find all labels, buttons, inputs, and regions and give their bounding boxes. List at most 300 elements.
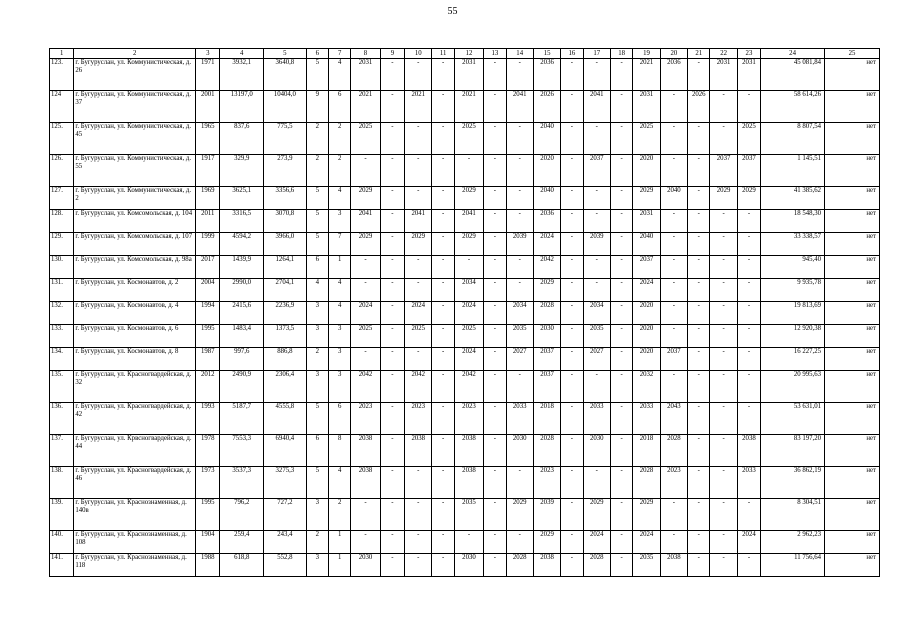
table-cell: 1917 <box>196 155 220 187</box>
address-cell: г. Бугуруслан, ул. Коммунистическая, д. 45 <box>74 123 196 155</box>
table-cell: - <box>484 279 506 302</box>
column-number-header: 10 <box>405 49 432 59</box>
table-cell: 2031 <box>633 210 660 233</box>
table-cell: 2990,0 <box>220 279 264 302</box>
column-number-header: 5 <box>264 49 307 59</box>
table-cell: - <box>610 348 632 371</box>
table-cell: - <box>737 403 760 435</box>
table-cell: 2029 <box>351 233 380 256</box>
table-cell: 2041 <box>583 91 610 123</box>
status-cell: нет <box>825 155 880 187</box>
table-cell: 2023 <box>660 467 687 499</box>
table-cell: - <box>737 554 760 577</box>
table-cell: 796,2 <box>220 499 264 531</box>
table-cell: 2040 <box>660 187 687 210</box>
table-cell: - <box>380 210 404 233</box>
table-cell: 6 <box>306 256 328 279</box>
table-cell: - <box>561 59 583 91</box>
table-cell: - <box>432 325 454 348</box>
table-cell: 1994 <box>196 302 220 325</box>
row-number-cell: 126. <box>50 155 74 187</box>
table-cell: - <box>660 91 687 123</box>
table-cell: - <box>583 59 610 91</box>
table-cell: 2030 <box>533 325 560 348</box>
table-cell: 2031 <box>351 59 380 91</box>
table-cell: 2029 <box>583 499 610 531</box>
table-cell: 2038 <box>454 435 483 467</box>
table-row <box>50 467 880 499</box>
table-cell: - <box>380 554 404 577</box>
table-cell: 2030 <box>454 554 483 577</box>
table-cell: - <box>710 371 737 403</box>
table-cell: 5 <box>306 187 328 210</box>
table-row <box>50 371 880 403</box>
table-cell: 1978 <box>196 435 220 467</box>
table-row <box>50 59 880 91</box>
column-number-header: 19 <box>633 49 660 59</box>
table-cell: - <box>506 210 533 233</box>
cost-cell: 41 385,62 <box>761 187 825 210</box>
table-cell: 2026 <box>533 91 560 123</box>
table-cell: 2033 <box>506 403 533 435</box>
status-cell: нет <box>825 187 880 210</box>
table-cell: 3 <box>306 302 328 325</box>
table-cell: 2042 <box>454 371 483 403</box>
row-number-cell: 136. <box>50 403 74 435</box>
table-cell: - <box>737 210 760 233</box>
table-cell: 3 <box>306 554 328 577</box>
table-cell: - <box>737 348 760 371</box>
table-cell: - <box>380 325 404 348</box>
table-cell: 2024 <box>533 233 560 256</box>
table-cell: 2039 <box>506 233 533 256</box>
table-cell: - <box>432 531 454 554</box>
table-cell: - <box>561 403 583 435</box>
table-cell: 2026 <box>688 91 710 123</box>
table-cell: - <box>484 554 506 577</box>
column-number-header: 25 <box>825 49 880 59</box>
table-cell: 2037 <box>633 256 660 279</box>
table-cell: 2025 <box>737 123 760 155</box>
table-cell: 1995 <box>196 325 220 348</box>
table-cell: - <box>737 325 760 348</box>
table-cell: - <box>506 155 533 187</box>
table-cell: - <box>610 499 632 531</box>
table-cell: - <box>660 499 687 531</box>
table-cell: - <box>405 467 432 499</box>
table-cell: - <box>660 210 687 233</box>
table-cell: 4555,8 <box>264 403 307 435</box>
address-cell: г. Бугуруслан, ул. Краснознаменная, д. 118 <box>74 554 196 577</box>
address-cell: г. Бугуруслан, ул. Комсомольская, д. 107 <box>74 233 196 256</box>
table-cell: - <box>688 302 710 325</box>
table-cell: - <box>561 91 583 123</box>
table-cell: 2018 <box>533 403 560 435</box>
table-cell: - <box>484 210 506 233</box>
table-cell: 6 <box>306 435 328 467</box>
table-cell: - <box>506 123 533 155</box>
table-cell: 2038 <box>660 554 687 577</box>
table-cell: 2024 <box>737 531 760 554</box>
table-cell: - <box>506 256 533 279</box>
table-cell: 4594,2 <box>220 233 264 256</box>
table-cell: - <box>688 531 710 554</box>
table-cell: 2020 <box>633 155 660 187</box>
table-row <box>50 554 880 577</box>
table-cell: - <box>583 279 610 302</box>
table-cell: 2025 <box>454 325 483 348</box>
table-cell: - <box>484 233 506 256</box>
table-cell: 2033 <box>633 403 660 435</box>
table-cell: 2029 <box>737 187 760 210</box>
table-cell: - <box>688 155 710 187</box>
table-cell: - <box>688 279 710 302</box>
table-row <box>50 325 880 348</box>
table-cell: - <box>660 155 687 187</box>
table-cell: - <box>710 279 737 302</box>
address-cell: г. Бугуруслан, ул. Космонавтов, д. 8 <box>74 348 196 371</box>
table-cell: 2012 <box>196 371 220 403</box>
table-cell: - <box>432 279 454 302</box>
table-cell: 1904 <box>196 531 220 554</box>
table-cell: 2041 <box>405 210 432 233</box>
table-cell: 2028 <box>533 302 560 325</box>
table-cell: 2024 <box>633 531 660 554</box>
table-cell: - <box>610 59 632 91</box>
table-cell: - <box>454 155 483 187</box>
column-number-header: 16 <box>561 49 583 59</box>
table-cell: 2034 <box>454 279 483 302</box>
cost-cell: 1 145,51 <box>761 155 825 187</box>
table-cell: 2042 <box>533 256 560 279</box>
table-cell: - <box>380 155 404 187</box>
table-cell: - <box>405 531 432 554</box>
table-cell: - <box>610 279 632 302</box>
table-cell: 6 <box>328 403 350 435</box>
table-cell: 2021 <box>405 91 432 123</box>
row-number-cell: 138. <box>50 467 74 499</box>
table-cell: - <box>710 531 737 554</box>
table-cell: - <box>583 256 610 279</box>
table-cell: - <box>561 348 583 371</box>
status-cell: нет <box>825 531 880 554</box>
table-cell: 2029 <box>533 279 560 302</box>
table-cell: 2028 <box>583 554 610 577</box>
table-cell: 2020 <box>633 348 660 371</box>
table-cell: - <box>432 403 454 435</box>
cost-cell: 8 807,54 <box>761 123 825 155</box>
table-cell: - <box>688 403 710 435</box>
table-cell: - <box>351 256 380 279</box>
table-cell: 2041 <box>454 210 483 233</box>
table-row <box>50 279 880 302</box>
table-cell: - <box>380 499 404 531</box>
table-row <box>50 348 880 371</box>
table-cell: 1995 <box>196 499 220 531</box>
table-cell: 5 <box>306 403 328 435</box>
table-cell: 3932,1 <box>220 59 264 91</box>
table-cell: - <box>484 123 506 155</box>
table-cell: 2042 <box>405 371 432 403</box>
column-number-header: 13 <box>484 49 506 59</box>
table-cell: - <box>561 256 583 279</box>
table-cell: - <box>660 233 687 256</box>
table-cell: - <box>405 279 432 302</box>
table-cell: - <box>432 499 454 531</box>
table-row <box>50 499 880 531</box>
table-cell: - <box>610 123 632 155</box>
table-row <box>50 187 880 210</box>
table-cell: - <box>737 302 760 325</box>
table-cell: - <box>610 187 632 210</box>
table-cell: - <box>737 91 760 123</box>
table-cell: 2041 <box>351 210 380 233</box>
table-cell: 552,8 <box>264 554 307 577</box>
cost-cell: 11 756,64 <box>761 554 825 577</box>
cost-cell: 18 548,30 <box>761 210 825 233</box>
table-cell: 2024 <box>405 302 432 325</box>
table-cell: 2037 <box>737 155 760 187</box>
table-cell: - <box>380 279 404 302</box>
table-cell: 2039 <box>583 233 610 256</box>
table-cell: 2025 <box>633 123 660 155</box>
table-cell: 3 <box>306 325 328 348</box>
table-cell: - <box>561 233 583 256</box>
table-cell: - <box>380 187 404 210</box>
status-cell: нет <box>825 256 880 279</box>
table-cell: 2037 <box>533 371 560 403</box>
table-cell: 1999 <box>196 233 220 256</box>
table-cell: 2029 <box>454 187 483 210</box>
table-cell: 2030 <box>351 554 380 577</box>
table-cell: - <box>710 435 737 467</box>
table-cell: - <box>484 348 506 371</box>
table-cell: 2032 <box>633 371 660 403</box>
table-cell: 2039 <box>533 499 560 531</box>
table-cell: - <box>660 302 687 325</box>
table-cell: - <box>561 371 583 403</box>
table-cell: - <box>351 279 380 302</box>
table-cell: 997,6 <box>220 348 264 371</box>
status-cell: нет <box>825 499 880 531</box>
row-number-cell: 132. <box>50 302 74 325</box>
address-cell: г. Бугуруслан, ул. Красногвардейская, д. 42 <box>74 403 196 435</box>
table-cell: - <box>380 233 404 256</box>
table-cell: - <box>432 554 454 577</box>
cost-cell: 8 304,51 <box>761 499 825 531</box>
table-cell: 2031 <box>633 91 660 123</box>
table-cell: 2020 <box>633 302 660 325</box>
table-cell: 1993 <box>196 403 220 435</box>
table-row <box>50 155 880 187</box>
address-cell: г. Бугуруслан, ул. Коммунистическая, д. 2 <box>74 187 196 210</box>
table-cell: 3 <box>328 371 350 403</box>
table-cell: - <box>660 371 687 403</box>
table-cell: 1969 <box>196 187 220 210</box>
table-row <box>50 531 880 554</box>
table-cell: - <box>506 371 533 403</box>
table-cell: 2029 <box>633 187 660 210</box>
row-number-cell: 140. <box>50 531 74 554</box>
table-cell: 2034 <box>583 302 610 325</box>
table-cell: 2025 <box>454 123 483 155</box>
table-cell: - <box>561 210 583 233</box>
table-cell: - <box>610 210 632 233</box>
table-cell: - <box>737 233 760 256</box>
table-cell: - <box>660 123 687 155</box>
column-number-header: 18 <box>610 49 632 59</box>
table-cell: - <box>710 210 737 233</box>
table-cell: 2043 <box>660 403 687 435</box>
table-cell: 2037 <box>710 155 737 187</box>
table-cell: 1987 <box>196 348 220 371</box>
table-cell: 2 <box>306 123 328 155</box>
row-number-cell: 125. <box>50 123 74 155</box>
table-cell: 2025 <box>351 325 380 348</box>
table-row <box>50 435 880 467</box>
table-cell: 2035 <box>633 554 660 577</box>
column-number-header: 7 <box>328 49 350 59</box>
table-row <box>50 123 880 155</box>
table-cell: - <box>561 554 583 577</box>
table-cell: 2038 <box>351 435 380 467</box>
table-cell: - <box>351 155 380 187</box>
table-cell: - <box>710 467 737 499</box>
table-cell: - <box>660 531 687 554</box>
cost-cell: 945,40 <box>761 256 825 279</box>
table-cell: - <box>405 348 432 371</box>
table-cell: - <box>583 210 610 233</box>
table-cell: 2038 <box>737 435 760 467</box>
cost-cell: 36 862,19 <box>761 467 825 499</box>
table-cell: 886,8 <box>264 348 307 371</box>
table-cell: 2 <box>306 348 328 371</box>
table-cell: - <box>454 256 483 279</box>
table-cell: 1 <box>328 554 350 577</box>
table-cell: - <box>484 371 506 403</box>
table-cell: 2024 <box>351 302 380 325</box>
table-cell: 3316,5 <box>220 210 264 233</box>
table-cell: 1439,9 <box>220 256 264 279</box>
table-cell: 2024 <box>454 348 483 371</box>
table-cell: 10404,0 <box>264 91 307 123</box>
status-cell: нет <box>825 435 880 467</box>
table-cell: 3625,1 <box>220 187 264 210</box>
table-cell: - <box>610 531 632 554</box>
table-cell: 4 <box>328 302 350 325</box>
address-cell: г. Бугуруслан, ул. Краснознаменная, д. 108 <box>74 531 196 554</box>
table-cell: - <box>484 59 506 91</box>
cost-cell: 20 995,63 <box>761 371 825 403</box>
table-cell: 2023 <box>454 403 483 435</box>
table-cell: - <box>688 210 710 233</box>
table-cell: 2028 <box>506 554 533 577</box>
table-cell: 2029 <box>710 187 737 210</box>
table-cell: - <box>506 279 533 302</box>
table-cell: 5 <box>306 59 328 91</box>
status-cell: нет <box>825 302 880 325</box>
table-cell: 2038 <box>533 554 560 577</box>
table-cell: - <box>710 348 737 371</box>
table-cell: 2029 <box>351 187 380 210</box>
cost-cell: 83 197,20 <box>761 435 825 467</box>
table-cell: 1973 <box>196 467 220 499</box>
table-cell: - <box>432 59 454 91</box>
table-cell: 6940,4 <box>264 435 307 467</box>
status-cell: нет <box>825 91 880 123</box>
table-cell: 2025 <box>405 325 432 348</box>
table-cell: 2001 <box>196 91 220 123</box>
table-cell: - <box>432 348 454 371</box>
table-cell: - <box>561 325 583 348</box>
table-cell: 6 <box>328 91 350 123</box>
table-cell: - <box>405 59 432 91</box>
row-number-cell: 128. <box>50 210 74 233</box>
table-cell: 1264,1 <box>264 256 307 279</box>
table-cell: - <box>688 233 710 256</box>
status-cell: нет <box>825 325 880 348</box>
table-row <box>50 91 880 123</box>
table-cell: - <box>610 233 632 256</box>
table-cell: - <box>737 499 760 531</box>
table-cell: 2017 <box>196 256 220 279</box>
table-cell: 259,4 <box>220 531 264 554</box>
table-cell: 2027 <box>506 348 533 371</box>
column-number-row <box>50 49 880 59</box>
table-row <box>50 233 880 256</box>
table-cell: 4 <box>328 59 350 91</box>
table-cell: 2029 <box>633 499 660 531</box>
table-cell: 2025 <box>351 123 380 155</box>
column-number-header: 20 <box>660 49 687 59</box>
table-cell: 1 <box>328 256 350 279</box>
table-cell: - <box>610 155 632 187</box>
table-cell: 4 <box>328 467 350 499</box>
table-cell: 1373,5 <box>264 325 307 348</box>
status-cell: нет <box>825 467 880 499</box>
address-cell: г. Бугуруслан, ул. Космонавтов, д. 6 <box>74 325 196 348</box>
table-cell: - <box>351 499 380 531</box>
table-cell: 1 <box>328 531 350 554</box>
column-number-header: 6 <box>306 49 328 59</box>
table-cell: 1971 <box>196 59 220 91</box>
table-cell: - <box>710 325 737 348</box>
row-number-cell: 135. <box>50 371 74 403</box>
address-cell: г. Бугуруслан, ул. Краснознаменная, д. 140в <box>74 499 196 531</box>
table-cell: - <box>610 325 632 348</box>
table-cell: 2040 <box>533 123 560 155</box>
table-cell: 2040 <box>633 233 660 256</box>
table-cell: 2024 <box>583 531 610 554</box>
table-cell: 2023 <box>533 467 560 499</box>
table-cell: - <box>405 256 432 279</box>
table-cell: - <box>380 91 404 123</box>
table-cell: - <box>583 467 610 499</box>
table-cell: - <box>710 256 737 279</box>
table-cell: 2035 <box>454 499 483 531</box>
table-cell: - <box>405 123 432 155</box>
table-cell: - <box>506 531 533 554</box>
table-cell: 2704,1 <box>264 279 307 302</box>
cost-cell: 16 227,25 <box>761 348 825 371</box>
row-number-cell: 141. <box>50 554 74 577</box>
table-cell: - <box>688 59 710 91</box>
cost-cell: 58 614,26 <box>761 91 825 123</box>
table-cell: - <box>610 302 632 325</box>
table-cell: 329,9 <box>220 155 264 187</box>
table-cell: - <box>506 187 533 210</box>
status-cell: нет <box>825 371 880 403</box>
